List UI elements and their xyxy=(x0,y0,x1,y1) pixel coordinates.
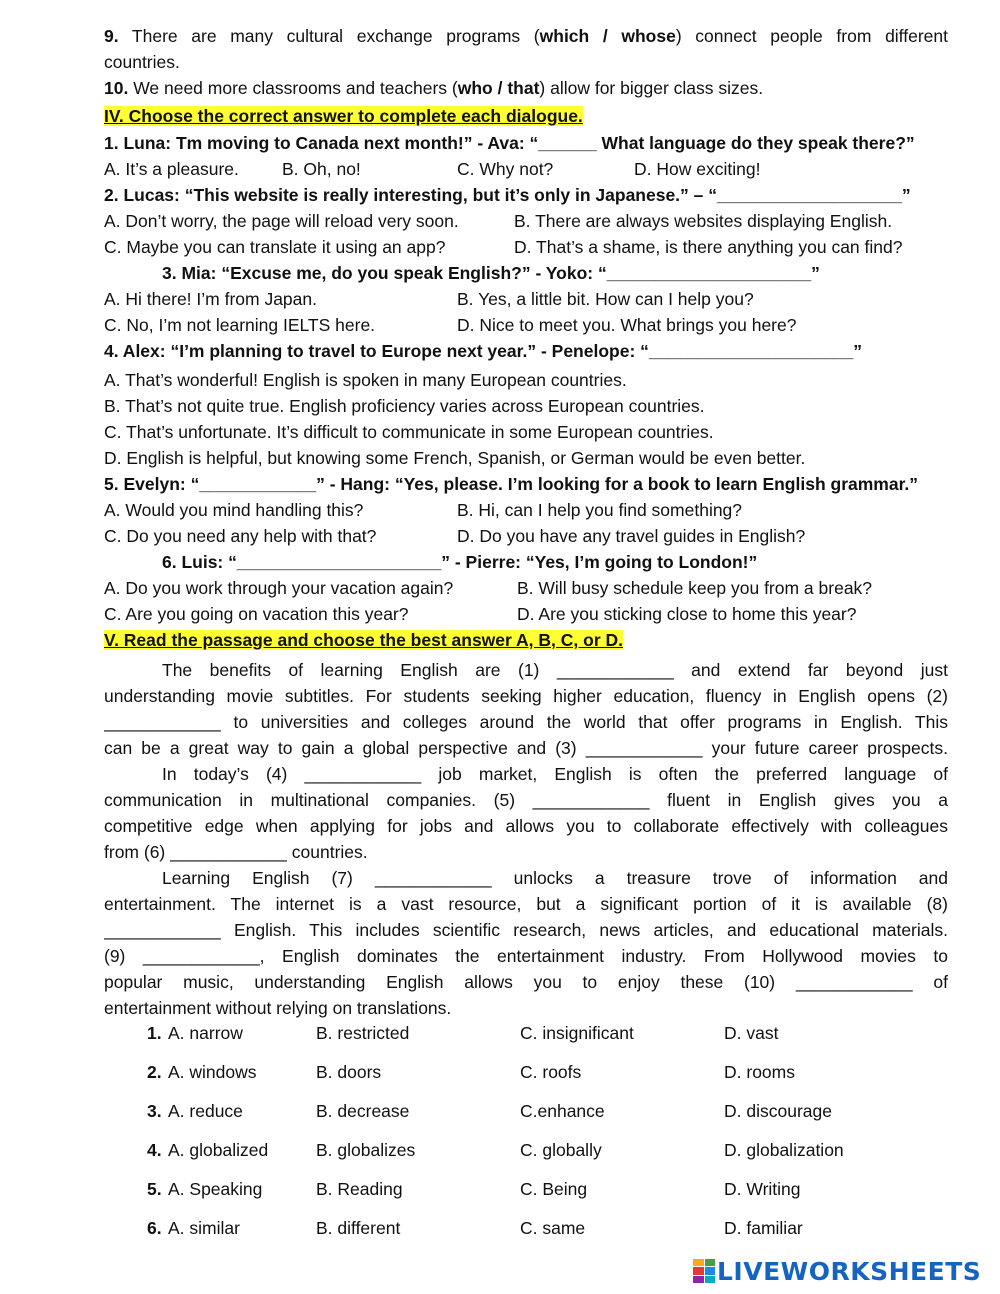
dialogue-5-option-c[interactable]: C. Do you need any help with that? xyxy=(104,526,377,546)
passage-line: In today’s (4) ____________ job market, English is often the preferred language of xyxy=(162,764,948,784)
answer-2-option-c[interactable]: C. roofs xyxy=(520,1062,582,1082)
dialogue-6-option-b[interactable]: B. Will busy schedule keep you from a break? xyxy=(517,578,873,598)
answer-2-option-d[interactable]: D. rooms xyxy=(724,1062,795,1082)
dialogue-2-option-a[interactable]: A. Don’t worry, the page will reload very soon. xyxy=(104,211,459,231)
answer-6-option-b[interactable]: B. different xyxy=(316,1218,401,1238)
passage-line: ____________ to universities and colleges around the world that offer programs in English. This xyxy=(104,712,948,732)
dialogue-3-stem: 3. Mia: “Excuse me, do you speak English?” - Yoko: “_____________________” xyxy=(162,263,820,283)
dialogue-4-stem: 4. Alex: “I’m planning to travel to Europe next year.” - Penelope: “_____________________” xyxy=(104,341,863,361)
dialogue-3-option-a[interactable]: A. Hi there! I’m from Japan. xyxy=(104,289,317,309)
dialogue-3-option-d[interactable]: D. Nice to meet you. What brings you here? xyxy=(457,315,797,335)
dialogue-2-stem: 2. Lucas: “This website is really interesting, but it’s only in Japanese.” – “___________________” xyxy=(104,185,911,205)
answer-1-option-c[interactable]: C. insignificant xyxy=(520,1023,634,1043)
answer-4-option-d[interactable]: D. globalization xyxy=(724,1140,844,1160)
passage-line: (9) ____________, English dominates the entertainment industry. From Hollywood movies to xyxy=(104,946,948,966)
passage-line: Learning English (7) ____________ unlocks a treasure trove of information and xyxy=(162,868,948,888)
dialogue-5-option-d[interactable]: D. Do you have any travel guides in English? xyxy=(457,526,806,546)
dialogue-1-stem: 1. Luna: Tm moving to Canada next month!” - Ava: “______ What language do they speak there?” xyxy=(104,133,915,153)
passage-line: entertainment. The internet is a vast resource, but a significant portion of it is available (8) xyxy=(104,894,948,914)
question-9-line-1: 9. There are many cultural exchange programs (which / whose) connect people from different xyxy=(104,26,948,46)
passage-line: communication in multinational companies. (5) ____________ fluent in English gives you a xyxy=(104,790,948,810)
answer-3-option-b[interactable]: B. decrease xyxy=(316,1101,410,1121)
section-iv-heading: IV. Choose the correct answer to complete each dialogue. xyxy=(104,106,583,126)
logo-icon xyxy=(693,1259,715,1283)
dialogue-1-option-c[interactable]: C. Why not? xyxy=(457,159,554,179)
dialogue-1-option-b[interactable]: B. Oh, no! xyxy=(282,159,361,179)
passage-line: from (6) ____________ countries. xyxy=(104,842,368,862)
answer-6-option-d[interactable]: D. familiar xyxy=(724,1218,803,1238)
answer-5-option-b[interactable]: B. Reading xyxy=(316,1179,403,1199)
passage-line: can be a great way to gain a global perspective and (3) ____________ your future career prospects. xyxy=(104,738,948,758)
answer-1-option-a[interactable]: A. narrow xyxy=(168,1023,243,1043)
dialogue-2-option-b[interactable]: B. There are always websites displaying English. xyxy=(514,211,893,231)
logo-text: LIVEWORKSHEETS xyxy=(717,1256,982,1286)
dialogue-4-option-c[interactable]: C. That’s unfortunate. It’s difficult to communicate in some European countries. xyxy=(104,422,714,442)
question-10: 10. We need more classrooms and teachers (who / that) allow for bigger class sizes. xyxy=(104,78,764,98)
answer-5-option-d[interactable]: D. Writing xyxy=(724,1179,801,1199)
dialogue-6-option-d[interactable]: D. Are you sticking close to home this year? xyxy=(517,604,857,624)
answer-1-option-b[interactable]: B. restricted xyxy=(316,1023,410,1043)
answer-4-option-a[interactable]: A. globalized xyxy=(168,1140,269,1160)
dialogue-3-option-b[interactable]: B. Yes, a little bit. How can I help you? xyxy=(457,289,754,309)
answer-3-option-a[interactable]: A. reduce xyxy=(168,1101,243,1121)
answer-5-option-a[interactable]: A. Speaking xyxy=(168,1179,263,1199)
question-9-line-2: countries. xyxy=(104,52,180,72)
dialogue-1-option-a[interactable]: A. It’s a pleasure. xyxy=(104,159,239,179)
answer-6-option-a[interactable]: A. similar xyxy=(168,1218,240,1238)
dialogue-5-option-b[interactable]: B. Hi, can I help you find something? xyxy=(457,500,743,520)
dialogue-4-option-b[interactable]: B. That’s not quite true. English proficiency varies across European countries. xyxy=(104,396,705,416)
passage-line: ____________ English. This includes scientific research, news articles, and educational materials. xyxy=(104,920,948,940)
dialogue-4-option-d[interactable]: D. English is helpful, but knowing some French, Spanish, or German would be even better. xyxy=(104,448,806,468)
passage-line: entertainment without relying on translations. xyxy=(104,998,452,1018)
dialogue-3-option-c[interactable]: C. No, I’m not learning IELTS here. xyxy=(104,315,376,335)
answer-2-option-b[interactable]: B. doors xyxy=(316,1062,382,1082)
dialogue-5-option-a[interactable]: A. Would you mind handling this? xyxy=(104,500,364,520)
answer-1-option-d[interactable]: D. vast xyxy=(724,1023,779,1043)
answer-5-option-c[interactable]: C. Being xyxy=(520,1179,588,1199)
answer-4-option-b[interactable]: B. globalizes xyxy=(316,1140,416,1160)
passage-line: understanding movie subtitles. For students seeking higher education, fluency in English opens (2) xyxy=(104,686,948,706)
passage-line: competitive edge when applying for jobs and allows you to collaborate effectively with colleagues xyxy=(104,816,948,836)
dialogue-2-option-c[interactable]: C. Maybe you can translate it using an app? xyxy=(104,237,446,257)
answer-4-option-c[interactable]: C. globally xyxy=(520,1140,602,1160)
dialogue-6-stem: 6. Luis: “_____________________” - Pierre: “Yes, I’m going to London!” xyxy=(162,552,758,572)
dialogue-4-option-a[interactable]: A. That’s wonderful! English is spoken in many European countries. xyxy=(104,370,627,390)
passage-line: popular music, understanding English allows you to enjoy these (10) ____________ of xyxy=(104,972,948,992)
section-v-heading: V. Read the passage and choose the best answer A, B, C, or D. xyxy=(104,630,623,650)
dialogue-5-stem: 5. Evelyn: “____________” - Hang: “Yes, please. I’m looking for a book to learn English grammar.” xyxy=(104,474,919,494)
dialogue-6-option-c[interactable]: C. Are you going on vacation this year? xyxy=(104,604,409,624)
answer-2-option-a[interactable]: A. windows xyxy=(168,1062,257,1082)
liveworksheets-logo[interactable] xyxy=(693,1257,981,1285)
answer-3-option-d[interactable]: D. discourage xyxy=(724,1101,832,1121)
dialogue-2-option-d[interactable]: D. That’s a shame, is there anything you can find? xyxy=(514,237,903,257)
dialogue-6-option-a[interactable]: A. Do you work through your vacation again? xyxy=(104,578,454,598)
passage-line: The benefits of learning English are (1) ____________ and extend far beyond just xyxy=(162,660,948,680)
answer-3-option-c[interactable]: C.enhance xyxy=(520,1101,605,1121)
dialogue-1-option-d[interactable]: D. How exciting! xyxy=(634,159,761,179)
answer-6-option-c[interactable]: C. same xyxy=(520,1218,586,1238)
